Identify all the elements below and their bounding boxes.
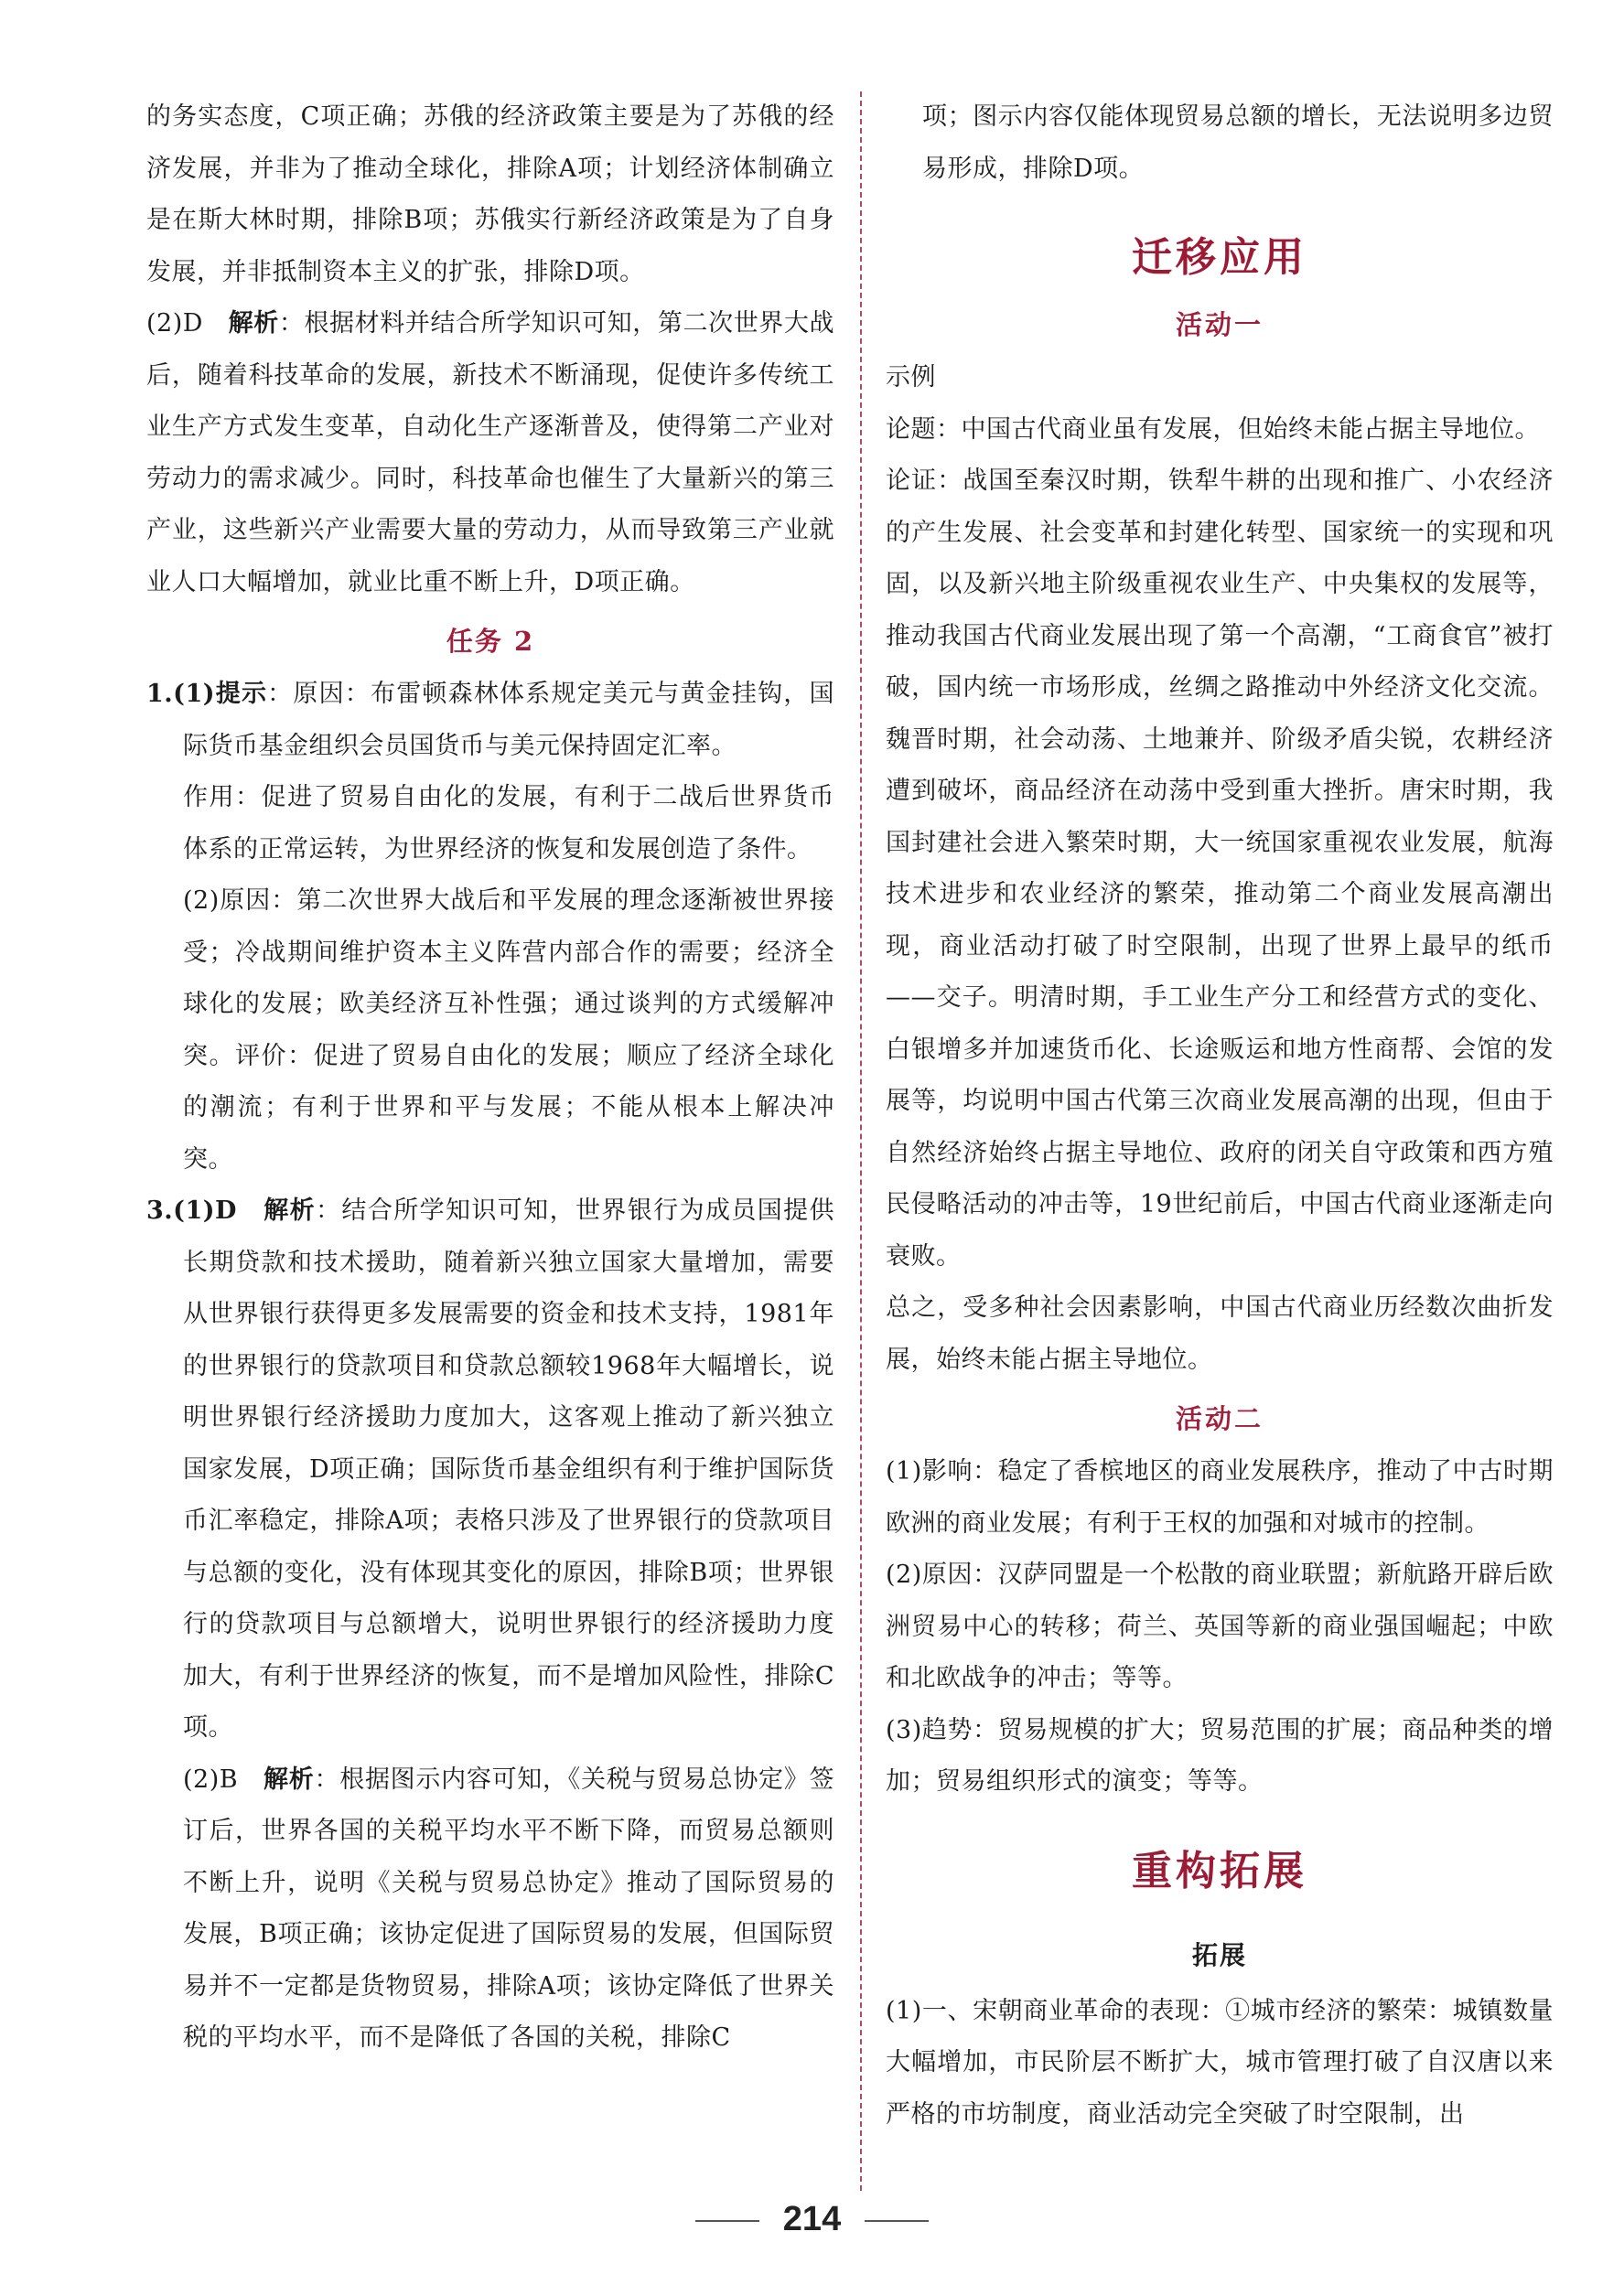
right-continuation: 项；图示内容仅能体现贸易总额的增长，无法说明多边贸易形成，排除D项。 — [922, 102, 1554, 183]
question-1-body: ：原因：布雷顿森林体系规定美元与黄金挂钩，国际货币基金组织会员国货币与美元保持固定汇率。 — [183, 680, 835, 760]
section-restructure-expand: 重构拓展 — [1132, 1847, 1307, 1894]
analysis-label: 解析 — [263, 1765, 315, 1794]
left-paragraph-2 — [146, 298, 834, 608]
question-1-role: 作用：促进了贸易自由化的发展，有利于二战后世界货币体系的正常运转，为世界经济的恢复和发展创造了条件。 — [183, 783, 834, 864]
argument: 论证：战国至秦汉时期，铁犁牛耕的出现和推广、小农经济的产生发展、社会变革和封建化转型、国家统一的实现和巩固，以及新兴地主阶级重视农业生产、中央集权的发展等，推动我国古代商业发展出现了第一个高潮，“工商食官”被打破，国内统一市场形成，丝绸之路推动中外经济文化交流。魏晋时期，社会动荡、土地兼并、阶级矛盾尖锐，农耕经济遭到破坏，商品经济在动荡中受到重大挫折。唐宋时期，我国封建社会进入繁荣时期，大一统国家重视农业发展，航海技术进步和农业经济的繁荣，推动第二个商业发展高潮出现，商业活动打破了时空限制，出现了世界上最早的纸币——交子。明清时期，手工业生产分工和经营方式的变化、白银增多并加速货币化、长途贩运和地方性商帮、会馆的发展等，均说明中国古代第三次商业发展高潮的出现，但由于自然经济始终占据主导地位、政府的闭关自守政策和西方殖民侵略活动的冲击等，19世纪前后，中国古代商业逐渐走向衰败。 — [886, 467, 1554, 1271]
right-column — [886, 91, 1554, 2140]
answer-number: (2)D — [146, 309, 229, 338]
section-transfer-application: 迁移应用 — [1132, 234, 1307, 281]
task-2-heading: 任务 2 — [446, 626, 535, 657]
activity-2-item-3: (3)趋势：贸易规模的扩大；贸易范围的扩展；商品种类的增加；贸易组织形式的演变；等等。 — [886, 1715, 1554, 1796]
question-3-part-2 — [146, 1754, 834, 2065]
analysis-body: ：根据材料并结合所学知识可知，第二次世界大战后，随着科技革命的发展，新技术不断涌现，促使许多传统工业生产方式发生变革，自动化生产逐渐普及，使得第二产业对劳动力的需求减少。同时，科技革命也催生了大量新兴的第三产业，这些新兴产业需要大量的劳动力，从而导致第三产业就业人口大幅增加，就业比重不断上升，D项正确。 — [146, 309, 835, 596]
question-1 — [146, 669, 834, 772]
left-column — [146, 91, 834, 2065]
column-divider — [860, 91, 862, 2191]
question-3-number: 3.(1)D — [146, 1196, 264, 1225]
hint-label: 提示 — [215, 680, 268, 708]
question-3-body: ：结合所学知识可知，世界银行为成员国提供长期贷款和技术援助，随着新兴独立国家大量增加，需要从世界银行获得更多发展需要的资金和技术支持，1981年的世界银行的贷款项目和贷款总额较1968年大幅增长，说明世界银行经济援助力度加大，这客观上推动了新兴独立国家发展，D项正确；国际货币基金组织有利于维护国际货币汇率稳定，排除A项；表格只涉及了世界银行的贷款项目与总额的变化，没有体现其变化的原因，排除B项；世界银行的贷款项目与总额增大，说明世界银行的经济援助力度加大，有利于世界经济的恢复，而不是增加风险性，排除C项。 — [183, 1196, 835, 1742]
analysis-label: 解析 — [228, 309, 279, 338]
analysis-label: 解析 — [263, 1196, 317, 1225]
thesis: 论题：中国古代商业虽有发展，但始终未能占据主导地位。 — [886, 414, 1540, 444]
example-label: 示例 — [886, 363, 936, 392]
left-paragraph-1: 的务实态度，C项正确；苏俄的经济政策主要是为了苏俄的经济发展，并非为了推动全球化，排除A项；计划经济体制确立是在斯大林时期，排除B项；苏俄实行新经济政策是为了自身发展，并非抵制资本主义的扩张，排除D项。 — [146, 102, 834, 286]
activity-2-item-1: (1)影响：稳定了香槟地区的商业发展秩序，推动了中古时期欧洲的商业发展；有利于王权的加强和对城市的控制。 — [886, 1457, 1554, 1538]
page-footer — [0, 2200, 1624, 2239]
expand-heading: 拓展 — [1191, 1939, 1247, 1970]
footer-dash-right — [865, 2220, 929, 2222]
question-1-number: 1.(1) — [146, 680, 216, 708]
question-3 — [146, 1186, 834, 1754]
expand-item-1: (1)一、宋朝商业革命的表现：①城市经济的繁荣：城镇数量大幅增加，市民阶层不断扩大，城市管理打破了自汉唐以来严格的市坊制度，商业活动完全突破了时空限制，出 — [886, 1996, 1554, 2129]
question-1-part-2: (2)原因：第二次世界大战后和平发展的理念逐渐被世界接受；冷战期间维护资本主义阵营内部合作的需要；经济全球化的发展；欧美经济互补性强；通过谈判的方式缓解冲突。评价：促进了贸易自由化的发展；顺应了经济全球化的潮流；有利于世界和平与发展；不能从根本上解决冲突。 — [183, 886, 834, 1174]
summary: 总之，受多种社会因素影响，中国古代商业历经数次曲折发展，始终未能占据主导地位。 — [886, 1293, 1554, 1374]
footer-dash-left — [695, 2220, 759, 2222]
page-number: 214 — [782, 2200, 842, 2238]
question-3-part-2-body: ：根据图示内容可知，《关税与贸易总协定》签订后，世界各国的关税平均水平不断下降，而贸易总额则不断上升，说明《关税与贸易总协定》推动了国际贸易的发展，B项正确；该协定促进了国际贸易的发展，但国际贸易并不一定都是货物贸易，排除A项；该协定降低了世界关税的平均水平，而不是降低了各国的关税，排除C — [183, 1765, 835, 2052]
activity-2-item-2: (2)原因：汉萨同盟是一个松散的商业联盟；新航路开辟后欧洲贸易中心的转移；荷兰、英国等新的商业强国崛起；中欧和北欧战争的冲击；等等。 — [886, 1561, 1554, 1692]
answer-number: (2)B — [183, 1765, 264, 1794]
activity-2-heading: 活动二 — [1175, 1403, 1264, 1434]
activity-1-heading: 活动一 — [1175, 309, 1264, 340]
